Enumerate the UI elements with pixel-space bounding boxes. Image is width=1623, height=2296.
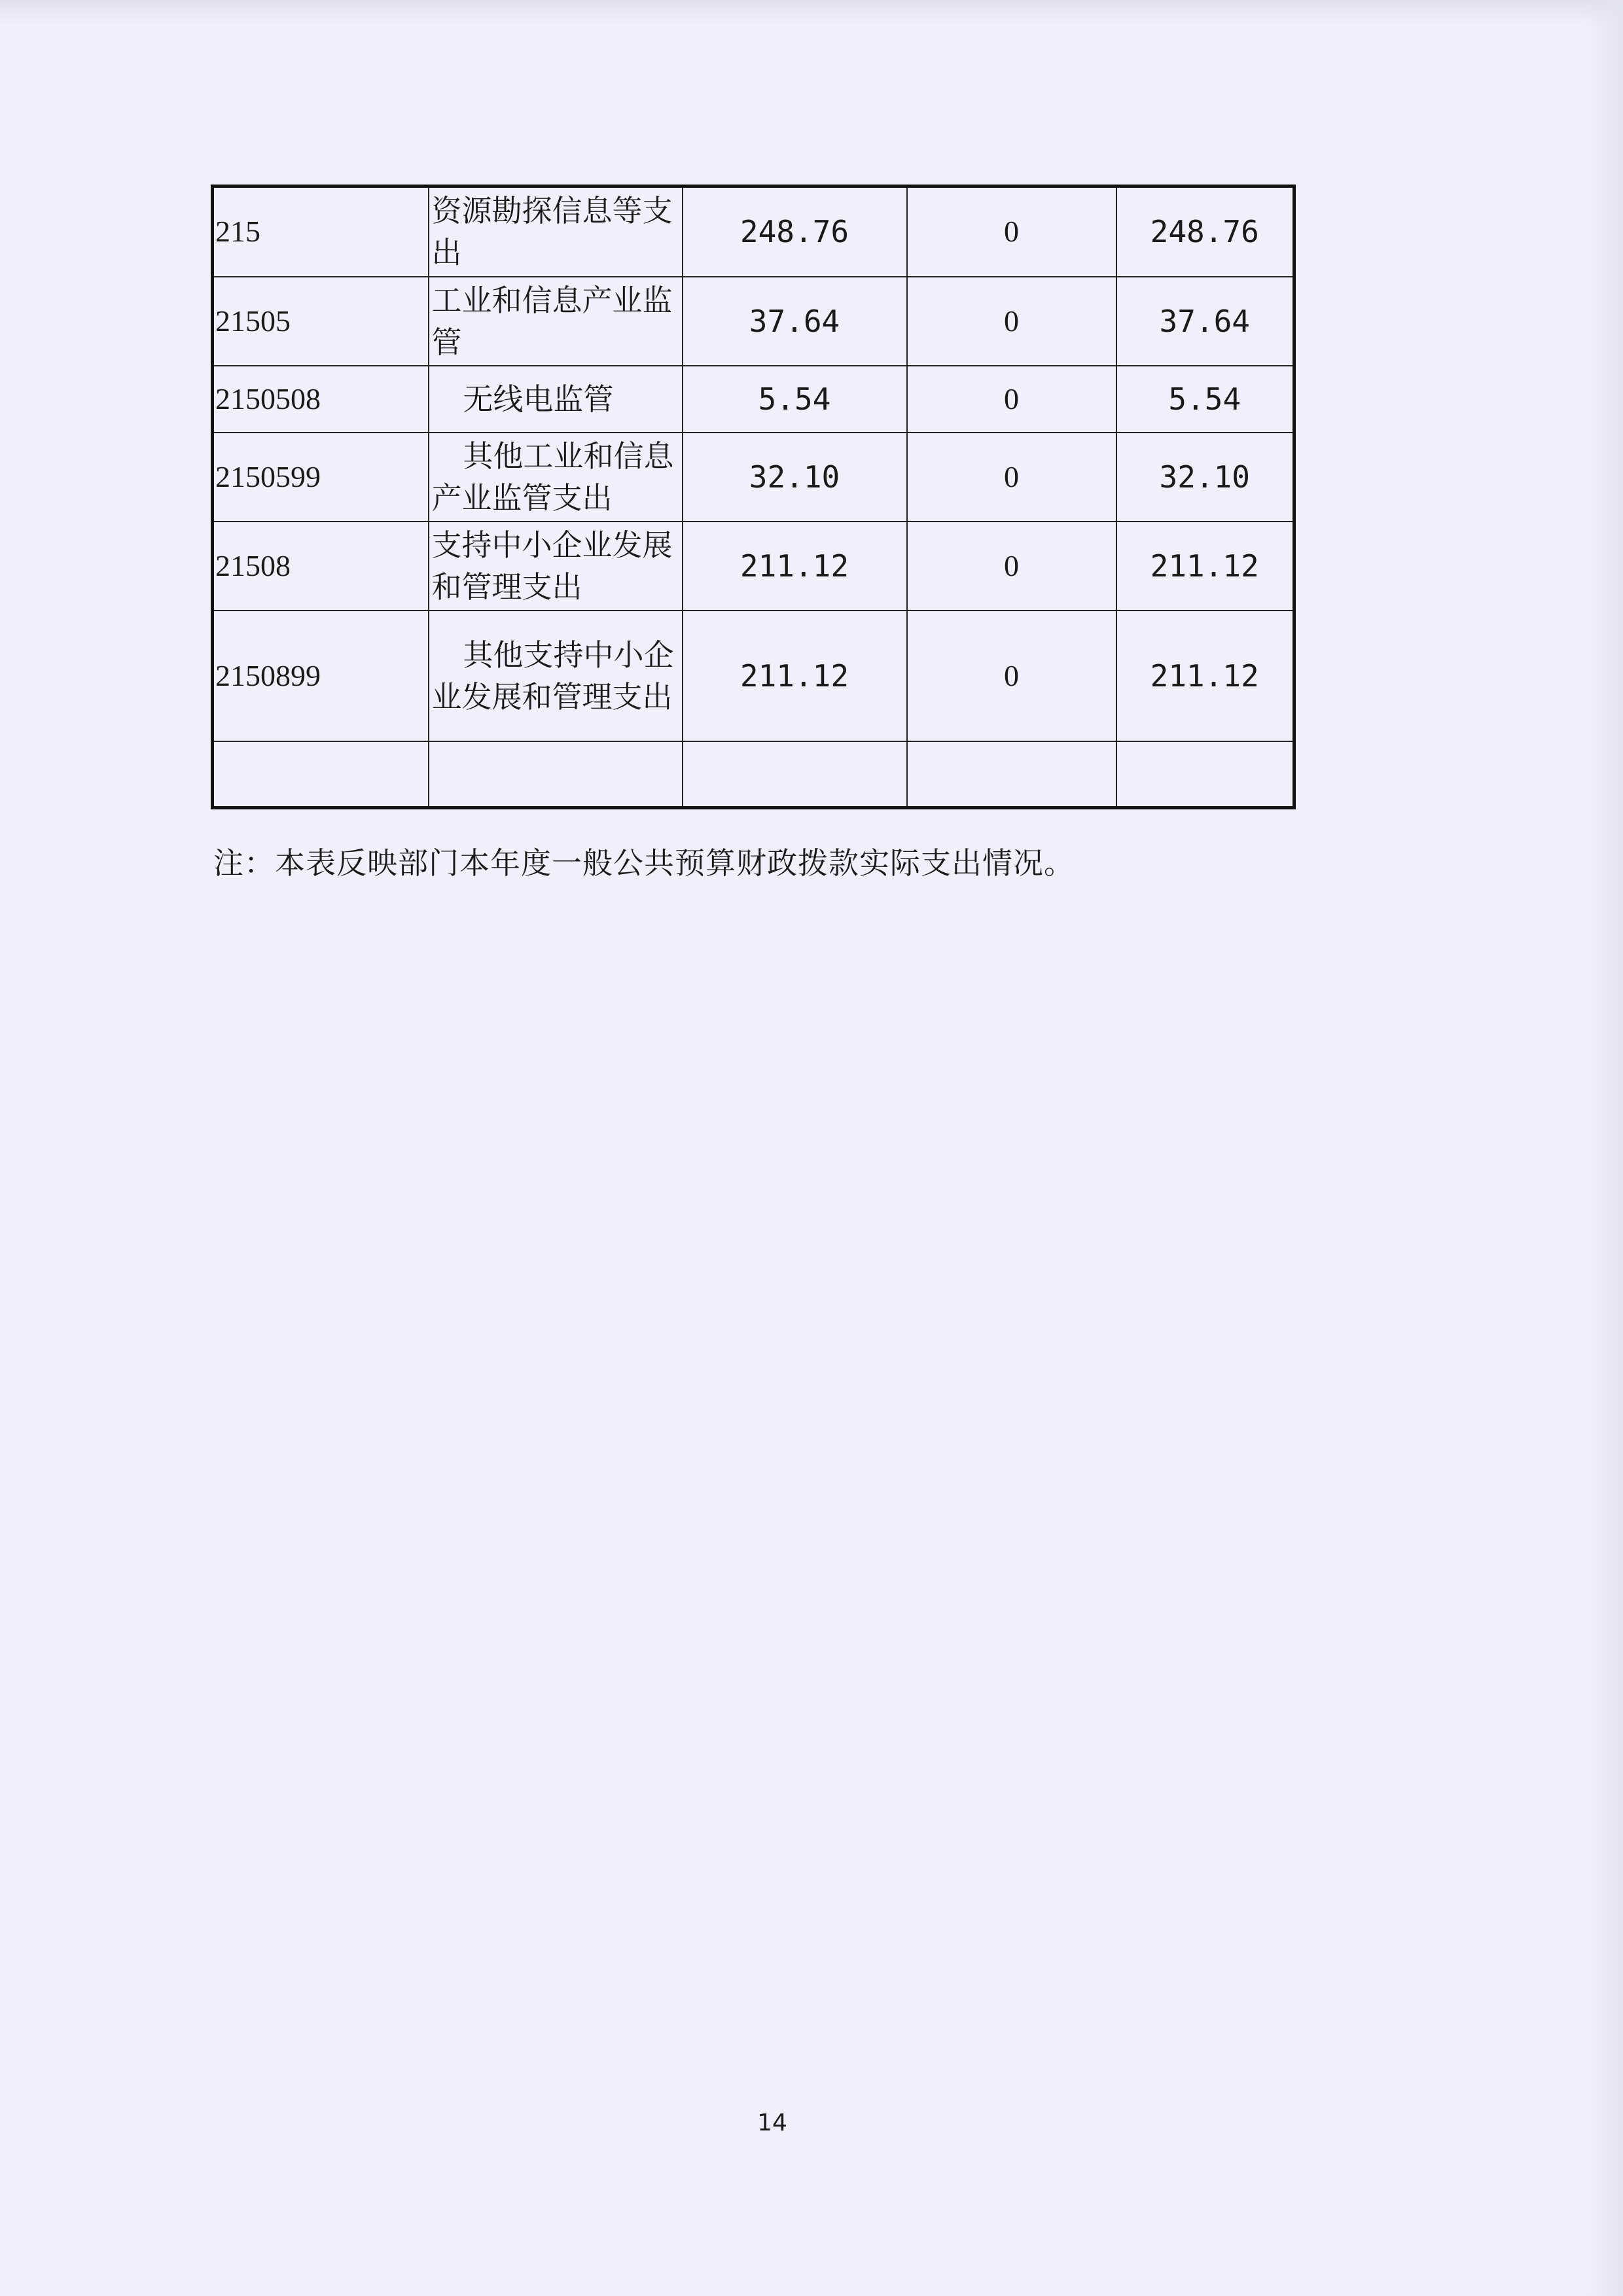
row-name: 工业和信息产业监管: [429, 277, 683, 366]
table-row: [213, 521, 1294, 610]
row-mid: 0: [907, 521, 1116, 610]
row-total: 248.76: [683, 186, 907, 277]
row-total: 37.64: [683, 277, 907, 366]
empty-cell: [907, 741, 1116, 808]
table-row: [213, 186, 1294, 277]
scan-page-edge: [1584, 0, 1623, 2296]
row-name: 资源勘探信息等支出: [429, 186, 683, 277]
row-amount: 32.10: [1116, 433, 1294, 521]
table-row: [213, 277, 1294, 366]
row-mid: 0: [907, 433, 1116, 521]
scan-top-shadow: [0, 0, 1623, 26]
table-row: [213, 433, 1294, 521]
row-amount: 37.64: [1116, 277, 1294, 366]
row-amount: 211.12: [1116, 521, 1294, 610]
table-note: 注：本表反映部门本年度一般公共预算财政拨款实际支出情况。: [213, 845, 1075, 881]
row-amount: 248.76: [1116, 186, 1294, 277]
row-name: 无线电监管: [429, 366, 683, 433]
row-code: 21508: [213, 521, 429, 610]
table-row: [213, 366, 1294, 433]
row-code: 21505: [213, 277, 429, 366]
row-code: 215: [213, 186, 429, 277]
row-amount: 211.12: [1116, 610, 1294, 741]
row-name: 支持中小企业发展和管理支出: [429, 521, 683, 610]
row-total: 211.12: [683, 610, 907, 741]
row-amount: 5.54: [1116, 366, 1294, 433]
page-number: 14: [757, 2110, 787, 2136]
row-total: 211.12: [683, 521, 907, 610]
empty-cell: [429, 741, 683, 808]
row-mid: 0: [907, 277, 1116, 366]
row-mid: 0: [907, 186, 1116, 277]
row-name: 其他支持中小企业发展和管理支出: [429, 610, 683, 741]
row-mid: 0: [907, 366, 1116, 433]
row-mid: 0: [907, 610, 1116, 741]
row-code: 2150508: [213, 366, 429, 433]
row-total: 32.10: [683, 433, 907, 521]
expenditure-table: [211, 185, 1296, 809]
empty-cell: [1116, 741, 1294, 808]
row-total: 5.54: [683, 366, 907, 433]
table-row: [213, 610, 1294, 741]
row-code: 2150599: [213, 433, 429, 521]
empty-cell: [683, 741, 907, 808]
empty-cell: [213, 741, 429, 808]
row-code: 2150899: [213, 610, 429, 741]
table-row-empty: [213, 741, 1294, 808]
row-name: 其他工业和信息产业监管支出: [429, 433, 683, 521]
